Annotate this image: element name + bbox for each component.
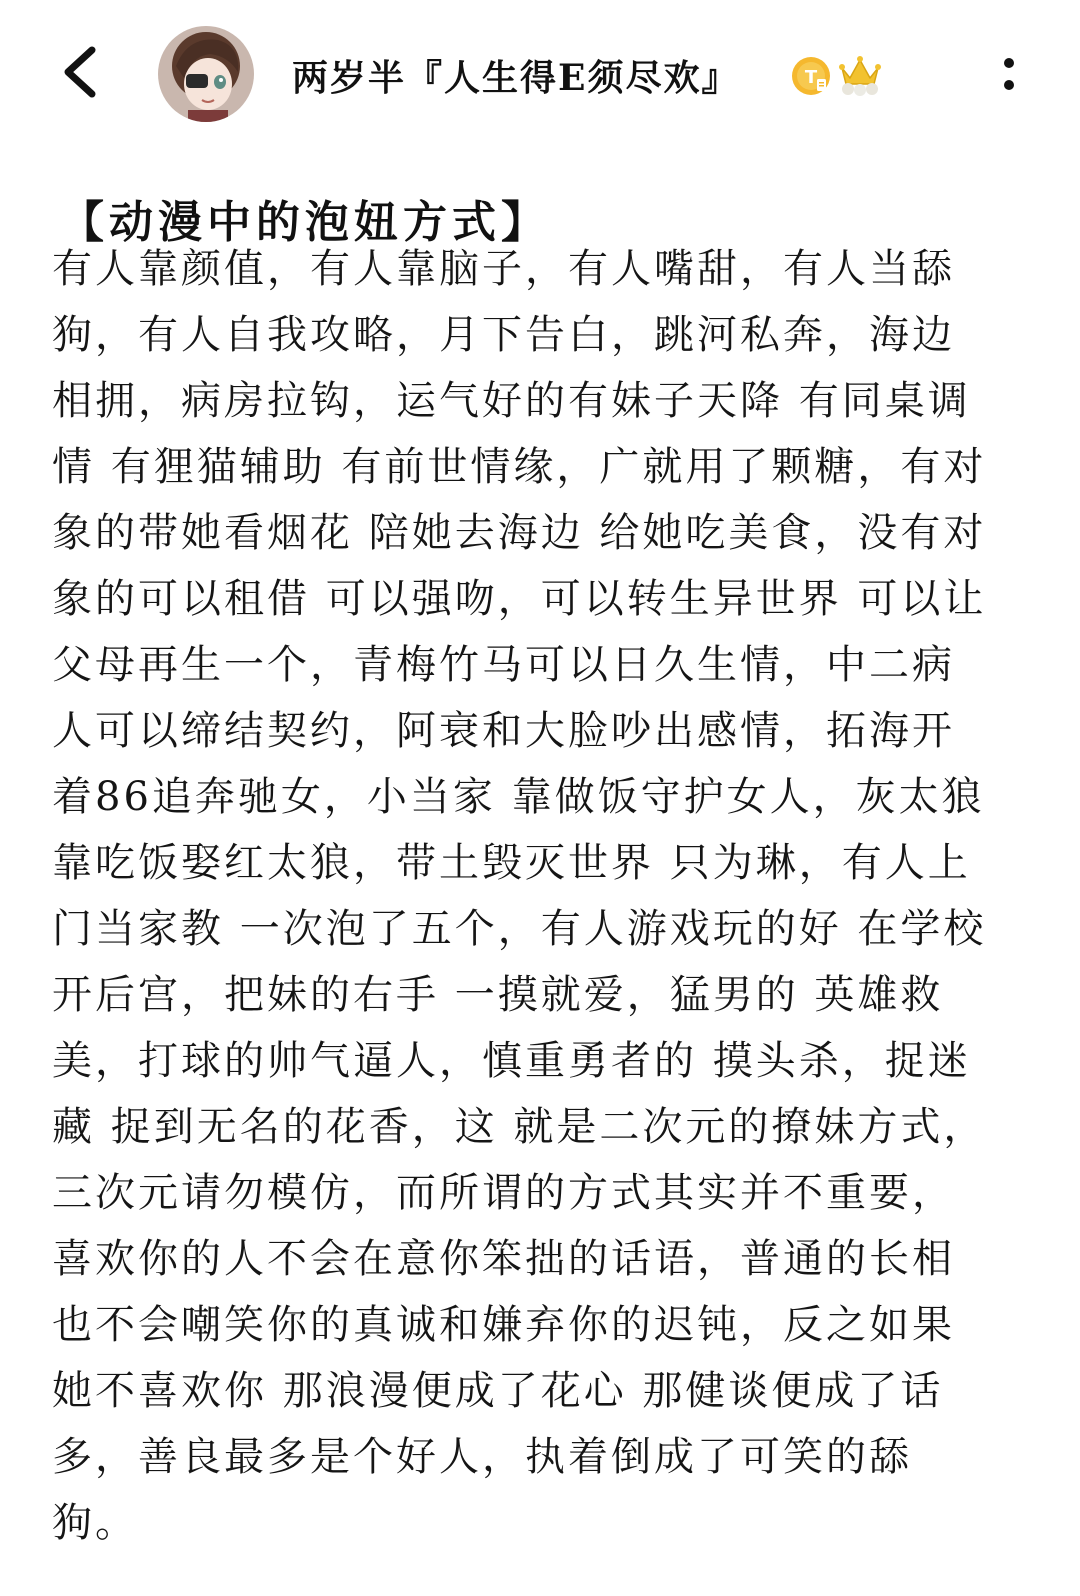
post-line: 美，打球的帅气逼人，慎重勇者的 摸头杀，捉迷 <box>52 1038 971 1084</box>
post-header <box>0 0 1080 150</box>
post-line: 着86追奔驰女，小当家 靠做饭守护女人，灰太狼 <box>52 774 985 820</box>
post-line: 狗。 <box>52 1500 138 1546</box>
more-vertical-icon-dot <box>1004 80 1014 90</box>
coin-badge-icon[interactable] <box>790 55 832 97</box>
post-line: 人可以缔结契约，阿衰和大脸吵出感情，拓海开 <box>52 708 955 754</box>
post-line: 她不喜欢你 那浪漫便成了花心 那健谈便成了话 <box>52 1368 944 1414</box>
avatar[interactable] <box>158 26 254 122</box>
post-line: 狗，有人自我攻略，月下告白，跳河私奔，海边 <box>52 312 955 358</box>
post-line: 藏 捉到无名的花香，这 就是二次元的撩妹方式， <box>52 1104 987 1150</box>
post-line: 三次元请勿模仿，而所谓的方式其实并不重要， <box>52 1170 955 1216</box>
post-line: 多，善良最多是个好人，执着倒成了可笑的舔 <box>52 1434 912 1480</box>
post-line: 父母再生一个，青梅竹马可以日久生情，中二病 <box>52 642 955 688</box>
coin-badge-text: T <box>804 67 818 88</box>
post-line: 门当家教 一次泡了五个，有人游戏玩的好 在学校 <box>52 906 987 952</box>
post-line: 情 有狸猫辅助 有前世情缘，广就用了颗糖，有对 <box>52 444 987 490</box>
anime-avatar-image <box>158 26 254 122</box>
username[interactable]: 两岁半『人生得E须尽欢』 <box>292 57 740 99</box>
post-line: 象的带她看烟花 陪她去海边 给她吃美食，没有对 <box>52 510 987 556</box>
post-line: 也不会嘲笑你的真诚和嫌弃你的迟钝，反之如果 <box>52 1302 955 1348</box>
more-options-button[interactable] <box>994 52 1024 96</box>
post-line: 开后宫，把妹的右手 一摸就爱，猛男的 英雄救 <box>52 972 944 1018</box>
chevron-left-icon <box>60 44 100 100</box>
post-line: 有人靠颜值，有人靠脑子，有人嘴甜，有人当舔 <box>52 246 955 292</box>
more-vertical-icon <box>1004 58 1014 68</box>
crown-badge-icon[interactable] <box>836 52 884 96</box>
post-line: 象的可以租借 可以强吻，可以转生异世界 可以让 <box>52 576 987 622</box>
post-line: 相拥，病房拉钩，运气好的有妹子天降 有同桌调 <box>52 378 971 424</box>
post-title: 【动漫中的泡妞方式】 <box>60 197 550 248</box>
post-line: 喜欢你的人不会在意你笨拙的话语，普通的长相 <box>52 1236 955 1282</box>
post-line: 靠吃饭娶红太狼，带土毁灭世界 只为琳，有人上 <box>52 840 971 886</box>
back-button[interactable] <box>52 40 108 104</box>
post-body <box>52 236 1020 1556</box>
